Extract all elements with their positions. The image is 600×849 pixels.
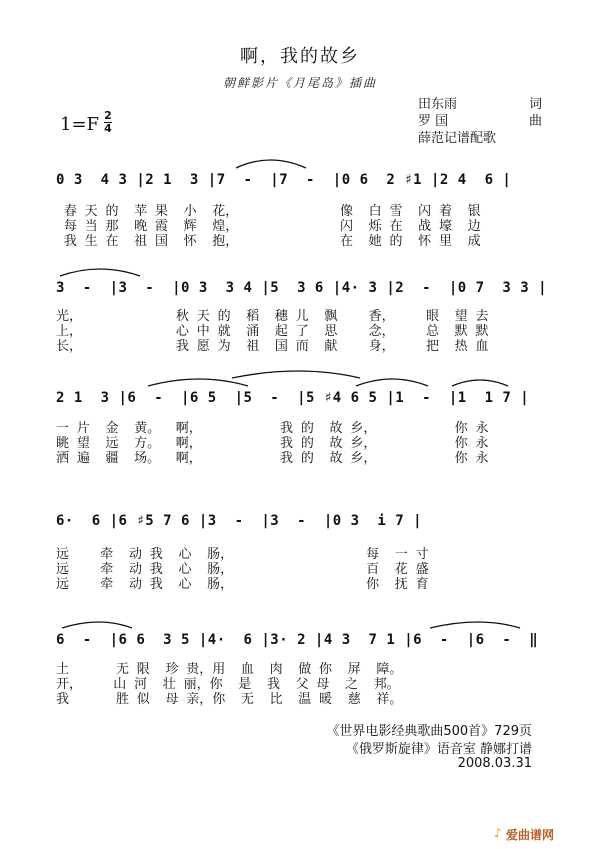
- source-citation: 《世界电影经典歌曲500首》729页: [326, 724, 532, 739]
- credit-name: 田东雨: [418, 97, 458, 112]
- lyric-line-1-verse-3: 我 生 在 祖 国 怀 抱， 在 她 的 怀 里 成: [56, 234, 481, 249]
- date-stamp: 2008.03.31: [457, 756, 532, 771]
- lyric-line-1-verse-1: 春 天 的 苹 果 小 花， 像 白 雪 闪 着 银: [56, 204, 481, 219]
- notation-line-2: 3 - |3 - |0 3 3 4 |5 3 6 |4· 3 |2 - |0 7 3 3 |: [56, 280, 548, 296]
- lyric-line-5-verse-1: 土 无 限 珍 贵，用 血 肉 做 你 屏 障。: [56, 662, 403, 677]
- lyric-line-4-verse-1: 远 牵 动 我 心 肠， 每 一 寸: [56, 547, 429, 562]
- credit-name: 薛范记谱配歌: [418, 131, 497, 146]
- typist-credit: 《俄罗斯旋律》语音室 静娜打谱: [345, 742, 532, 757]
- notation-line-3: 2 1 3 |6 - |6 5 |5 - |5 ♯4 6 5 |1 - |1 1 7 |: [56, 390, 530, 406]
- lyric-line-1-verse-2: 每 当 那 晚 霞 辉 煌， 闪 烁 在 战 壕 边: [56, 219, 481, 234]
- lyric-line-3-verse-2: 眺 望 远 方。 啊， 我 的 故 乡， 你 永: [56, 436, 489, 451]
- key-signature: 1=F: [60, 114, 100, 135]
- lyric-line-5-verse-2: 开， 山 河 壮 丽，你 是 我 父 母 之 邦。: [56, 677, 400, 692]
- music-note-icon: ♪: [494, 826, 502, 840]
- notation-line-5: 6 - |6 6 3 5 |4· 6 |3· 2 |4 3 7 1 |6 - |6 - ‖: [56, 632, 539, 648]
- time-signature-top: 2: [104, 109, 112, 122]
- time-signature-bottom: 4: [104, 122, 112, 135]
- credit-name: 罗 国: [418, 114, 449, 129]
- credit-role: 词: [528, 97, 542, 112]
- lyric-line-2-verse-2: 上， 心 中 就 涌 起 了 思 念， 总 默 默: [56, 324, 489, 339]
- lyric-line-3-verse-1: 一 片 金 黄。 啊， 我 的 故 乡， 你 永: [56, 421, 489, 436]
- lyric-line-3-verse-3: 洒 遍 疆 场。 啊， 我 的 故 乡， 你 永: [56, 451, 489, 466]
- lyric-line-5-verse-3: 我 胜 似 母 亲，你 无 比 温 暖 慈 祥。: [56, 692, 403, 707]
- notation-line-1: 0 3 4 3 |2 1 3 |7 - |7 - |0 6 2 ♯1 |2 4 6 |: [56, 172, 512, 188]
- lyric-line-2-verse-3: 长， 我 愿 为 祖 国 而 献 身， 把 热 血: [56, 339, 489, 354]
- lyric-line-4-verse-2: 远 牵 动 我 心 肠， 百 花 盛: [56, 562, 429, 577]
- notation-line-4: 6· 6 |6 ♯5 7 6 |3 - |3 - |0 3 i 7 |: [56, 513, 423, 529]
- site-watermark: 爱曲谱网: [506, 828, 555, 842]
- lyric-line-2-verse-1: 光， 秋 天 的 稻 穗 儿 飘 香， 眼 望 去: [56, 309, 489, 324]
- song-subtitle: 朝鲜影片《月尾岛》插曲: [222, 76, 377, 90]
- lyric-line-4-verse-3: 远 牵 动 我 心 肠， 你 抚 育: [56, 577, 429, 592]
- credit-role: 曲: [528, 114, 542, 129]
- song-title: 啊，我的故乡: [240, 46, 360, 67]
